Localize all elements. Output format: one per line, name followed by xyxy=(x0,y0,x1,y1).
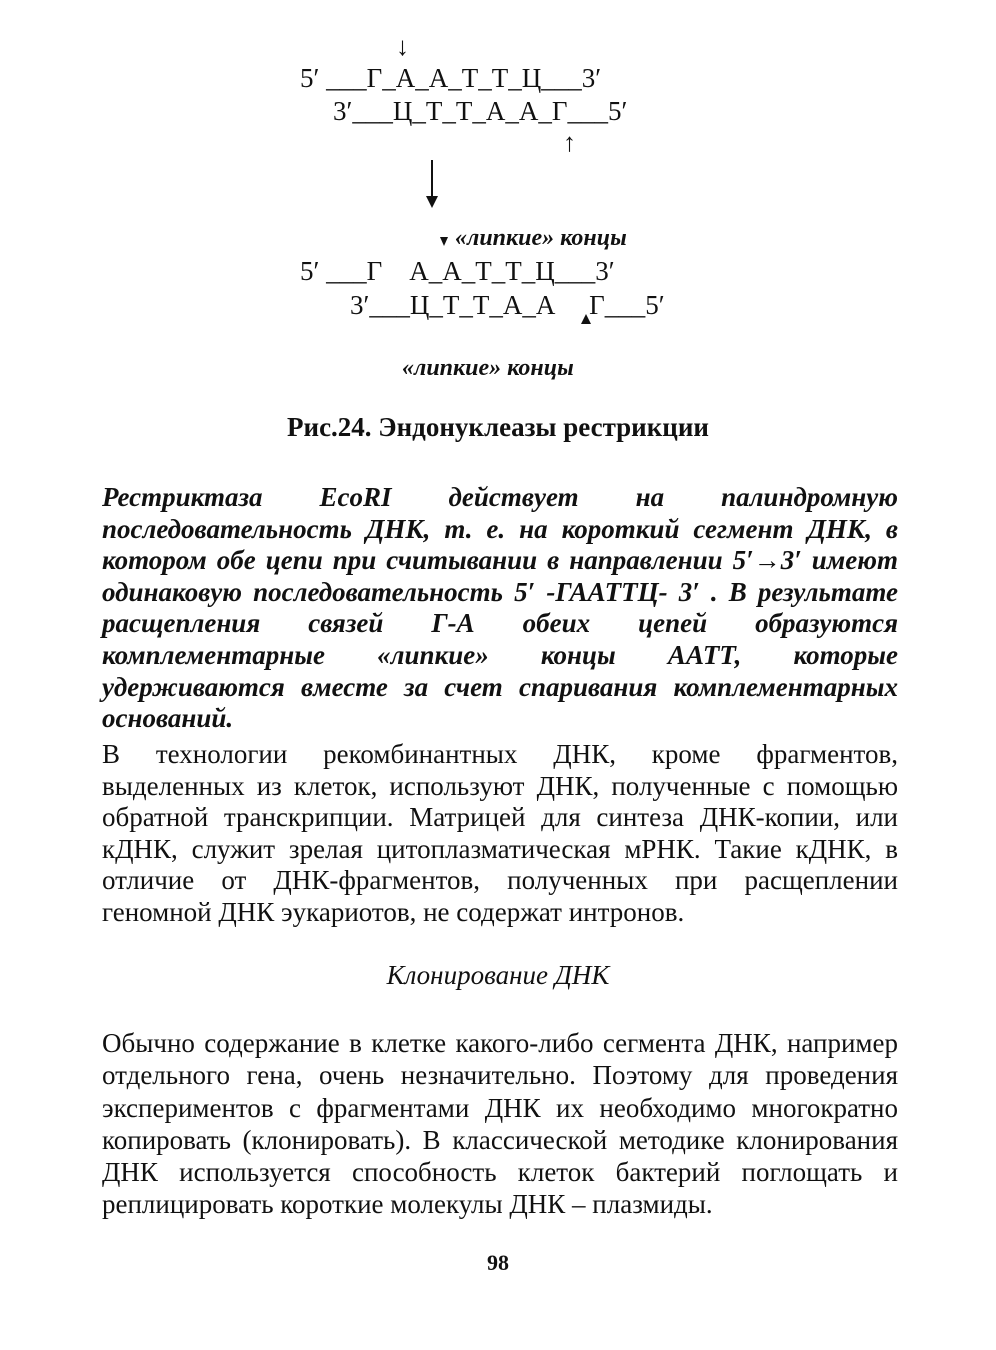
sequence-cut-top-strand: 5′ ___Г А_А_Т_Т_Ц___3′ xyxy=(300,256,615,286)
italic-description-paragraph: Рестриктаза EcoRI действует на палиндромную последовательность ДНК, т. е. на короткий сегмент ДНК, в котором обе цепи при считывании в направлении 5′→3′ имеют одинаковую последовательность 5′ -ГААТТЦ- 3′ . В результате расщепления связей Г-А обеих цепей образуются комплементарные «липкие» концы ААТТ, которые удерживаются вместе за счет спаривания комплементарных оснований. xyxy=(102,482,898,734)
process-arrow-head-icon xyxy=(426,196,438,208)
process-arrow-line xyxy=(431,160,433,200)
section-subheading: Клонирование ДНК xyxy=(386,960,610,990)
sequence-top-strand: 5′ ___Г_А_А_Т_Т_Ц___3′ xyxy=(300,63,602,93)
figure-caption: Рис.24. Эндонуклеазы рестрикции xyxy=(287,412,709,442)
page-number: 98 xyxy=(487,1250,509,1275)
pointer-up-icon xyxy=(581,314,591,324)
cut-arrow-up-icon: ↑ xyxy=(563,128,576,157)
pointer-down-icon xyxy=(440,237,448,246)
sticky-ends-label-top: «липкие» концы xyxy=(455,225,627,251)
sequence-bottom-strand: 3′___Ц_Т_Т_А_А_Г___5′ xyxy=(333,96,628,126)
body-paragraph-1: В технологии рекомбинантных ДНК, кроме фрагментов, выделенных из клеток, используют ДНК, полученные с помощью обратной транскрипции. Матрицей для синтеза ДНК-копии, или кДНК, служит зрелая цитоплазматическая мРНК. Такие кДНК, в отличие от ДНК-фрагментов, полученных при расщеплении геномной ДНК эукариотов, не содержат интронов. xyxy=(102,739,898,927)
restriction-diagram xyxy=(0,0,996,400)
cut-arrow-down-icon: ↓ xyxy=(396,32,409,61)
body-paragraph-2: Обычно содержание в клетке какого-либо сегмента ДНК, например отдельного гена, очень незначительно. Поэтому для проведения экспериментов с фрагментами ДНК их необходимо многократно копировать (клонировать). В классической методике клонирования ДНК используется способность клеток бактерий поглощать и реплицировать короткие молекулы ДНК – плазмиды. xyxy=(102,1028,898,1220)
sequence-cut-bottom-strand: 3′___Ц_Т_Т_А_А Г___5′ xyxy=(350,290,665,320)
sticky-ends-label-bottom: «липкие» концы xyxy=(402,355,574,381)
